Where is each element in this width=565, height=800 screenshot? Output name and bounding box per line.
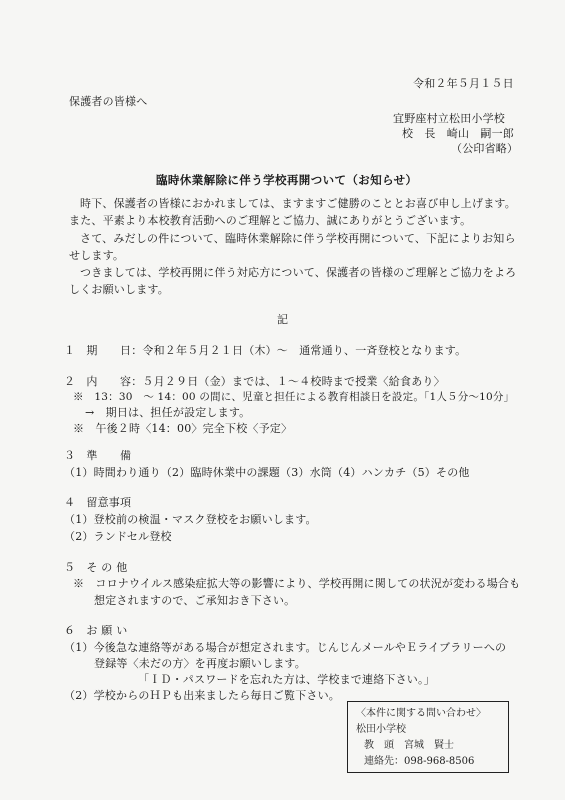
section-5-heading: ５ そ の 他 [64,561,128,574]
seal-note: （公印省略） [451,142,519,155]
section-6-heading: ６ お 願 い [64,624,128,637]
section-6-line: （2）学校からのＨＰも出来ましたら毎日ご覧下さい。 [64,689,340,702]
intro-line: また、平素より本校教育活動へのご理解とご協力、誠にありがとうございます。 [69,214,472,227]
section-5-line: 想定されますので、ご承知おき下さい。 [94,594,296,607]
section-2-heading: ２ 内 容：５月２９日（金）までは、１～４校時まで授業〈給食あり〉 [64,375,445,388]
section-6-line: （1）今後急な連絡等がある場合が想定されます。じんじんメールやＥライブラリーへの [64,641,507,654]
ki-heading: 記 [277,313,289,326]
section-6-line: 「ＩＤ・パスワードを忘れた方は、学校まで連絡下さい。」 [138,673,435,686]
intro-line: つきましては、学校再開に伴う対応方について、保護者の皆様のご理解とご協力をよろ [80,266,517,279]
sender-school: 宜野座村立松田小学校 [393,112,505,125]
document-title: 臨時休業解除に伴う学校再開ついて（お知らせ） [156,173,418,187]
section-2-line: ※ 13：30 ～ 14：00 の間に、児童と担任による教育相談日を設定。「1人５分～10分」 [73,391,515,403]
contact-phone: 連絡先：098-968-8506 [364,756,475,767]
section-4-heading: ４ 留意事項 [64,496,132,509]
section-3-line: （1）時間わり通り（2）臨時休業中の課題（3）水筒（4）ハンカチ（5）その他 [64,466,470,479]
contact-box [347,701,509,773]
section-5-line: ※ コロナウイルス感染症拡大等の影響により、学校再開に関しての状況が変わる場合も [73,577,521,590]
intro-line: せします。 [69,249,125,262]
contact-header: 〈本件に関する問い合わせ〉 [356,708,486,719]
section-3-heading: ３ 準 備 [64,449,132,462]
section-1-date: １ 期 日：令和２年５月２１日（木）～ 通常通り、一斉登校となります。 [64,344,467,357]
document-date: 令和２年５月１５日 [413,77,514,90]
contact-person: 教 頭 宮城 賢士 [364,740,454,751]
intro-line: さて、みだしの件について、臨時休業解除に伴う学校再開について、下記によりお知ら [80,232,516,245]
intro-line: しくお願いします。 [69,283,169,296]
intro-line: 時下、保護者の皆様におかれましては、ますますご健勝のこととお喜び申し上げます。 [80,197,516,210]
section-6-line: 登録等〈未だの方〉を再度お願いします。 [94,657,306,670]
recipient: 保護者の皆様へ [69,95,148,108]
sender-principal: 校 長 崎山 嗣一郎 [402,127,514,140]
section-2-line: → 期日は、担任が設定します。 [85,406,251,419]
section-4-line: （2）ランドセル登校 [64,530,172,543]
contact-school: 松田小学校 [356,724,406,735]
section-2-line: ※ 午後２時〈14：00〉完全下校〈予定〉 [73,422,293,435]
section-4-line: （1）登校前の検温・マスク登校をお願いします。 [64,513,317,526]
